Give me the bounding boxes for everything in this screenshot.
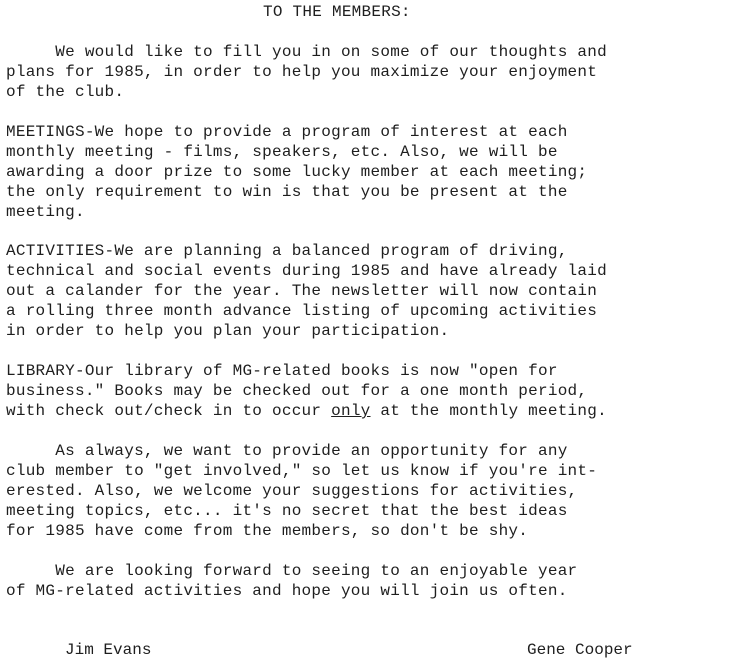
meetings-line: the only requirement to win is that you be present at the <box>6 183 568 201</box>
activities-line: in order to help you plan your participation. <box>6 322 450 340</box>
intro-line: plans for 1985, in order to help you maximize your enjoyment <box>6 63 598 81</box>
intro-line: of the club. <box>6 83 125 101</box>
activities-line: technical and social events during 1985 and have already laid <box>6 262 607 280</box>
activities-line: out a calander for the year. The newsletter will now contain <box>6 282 598 300</box>
always-line: for 1985 have come from the members, so don't be shy. <box>6 522 529 540</box>
underlined-emphasis: only <box>331 402 371 420</box>
closing-line: We are looking forward to seeing to an enjoyable year <box>6 562 578 580</box>
activities-line: ACTIVITIES-We are planning a balanced program of driving, <box>6 242 568 260</box>
intro-line: We would like to fill you in on some of our thoughts and <box>6 43 607 61</box>
always-line: club member to "get involved," so let us know if you're int- <box>6 462 598 480</box>
library-text: with check out/check in to occur <box>6 402 332 420</box>
always-line: As always, we want to provide an opportunity for any <box>6 442 568 460</box>
meetings-line: awarding a door prize to some lucky member at each meeting; <box>6 163 588 181</box>
library-line: LIBRARY-Our library of MG-related books is now "open for <box>6 362 558 380</box>
meetings-line: meeting. <box>6 203 85 221</box>
signature-left: Jim Evans <box>65 641 152 659</box>
always-line: erested. Also, we welcome your suggestions for activities, <box>6 482 578 500</box>
memo-title: TO THE MEMBERS: <box>263 3 411 21</box>
signature-right: Gene Cooper <box>527 641 633 659</box>
library-line <box>6 401 607 421</box>
meetings-line: monthly meeting - films, speakers, etc. Also, we will be <box>6 143 558 161</box>
closing-line: of MG-related activities and hope you will join us often. <box>6 582 568 600</box>
library-line: business." Books may be checked out for a one month period, <box>6 382 588 400</box>
meetings-line: MEETINGS-We hope to provide a program of interest at each <box>6 123 568 141</box>
always-line: meeting topics, etc... it's no secret that the best ideas <box>6 502 568 520</box>
library-text: at the monthly meeting. <box>370 402 607 420</box>
activities-line: a rolling three month advance listing of upcoming activities <box>6 302 598 320</box>
